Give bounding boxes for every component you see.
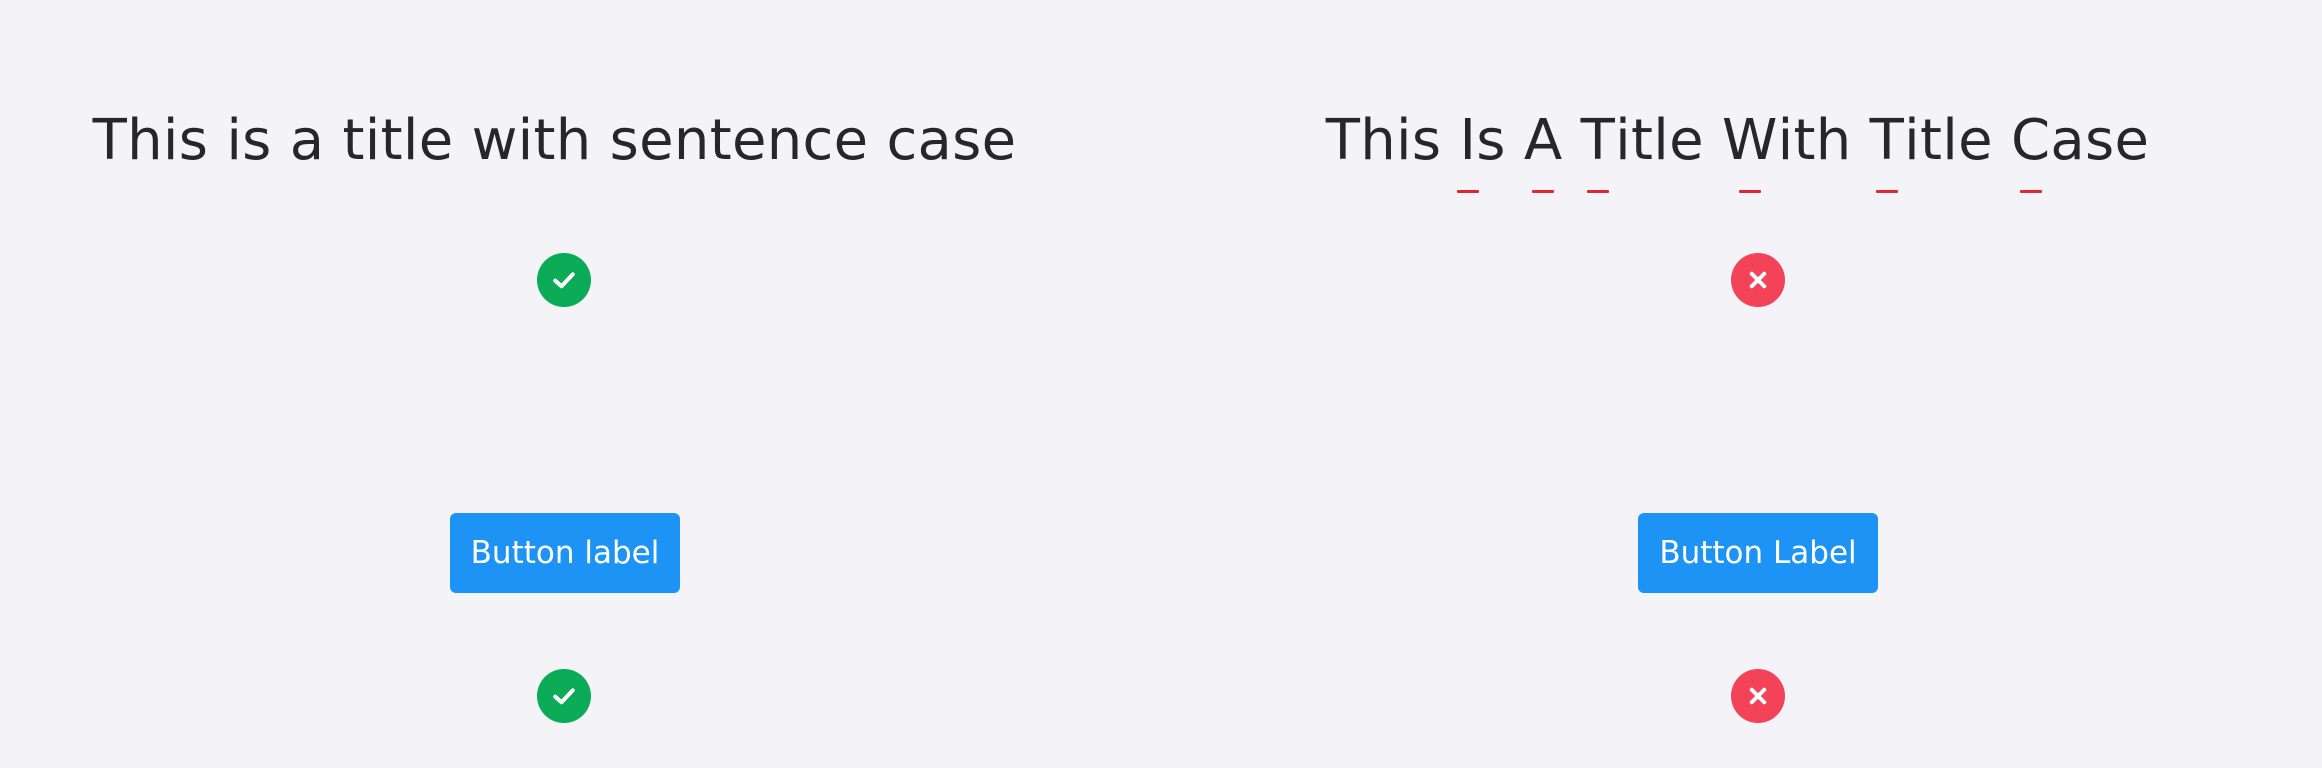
button-incorrect-icon xyxy=(1731,669,1785,723)
capitalization-error-mark xyxy=(1876,190,1898,193)
title-case-title: This I s A T itle W ith T itle C ase xyxy=(1157,96,2318,186)
title-case-button[interactable]: Button Label xyxy=(1638,513,1878,593)
sentence-case-title: This is a title with sentence case xyxy=(92,108,1017,173)
x-icon xyxy=(1743,265,1773,295)
capital-letter: C xyxy=(2011,96,2050,186)
check-icon xyxy=(549,681,579,711)
capitalization-error-mark xyxy=(2020,190,2042,193)
capital-letter: T xyxy=(1870,96,1905,186)
capitalization-error-mark xyxy=(1587,190,1609,193)
title-incorrect-icon xyxy=(1731,253,1785,307)
capital-letter: W xyxy=(1722,96,1778,186)
button-correct-icon xyxy=(537,669,591,723)
check-icon xyxy=(549,265,579,295)
capitalization-error-mark xyxy=(1739,190,1761,193)
capital-letter: T xyxy=(1581,96,1616,186)
sentence-case-button[interactable]: Button label xyxy=(450,513,680,593)
capitalization-error-mark xyxy=(1532,190,1554,193)
capital-letter: I xyxy=(1459,96,1476,186)
x-icon xyxy=(1743,681,1773,711)
capitalization-error-mark xyxy=(1457,190,1479,193)
title-correct-icon xyxy=(537,253,591,307)
capital-letter: A xyxy=(1524,96,1563,186)
